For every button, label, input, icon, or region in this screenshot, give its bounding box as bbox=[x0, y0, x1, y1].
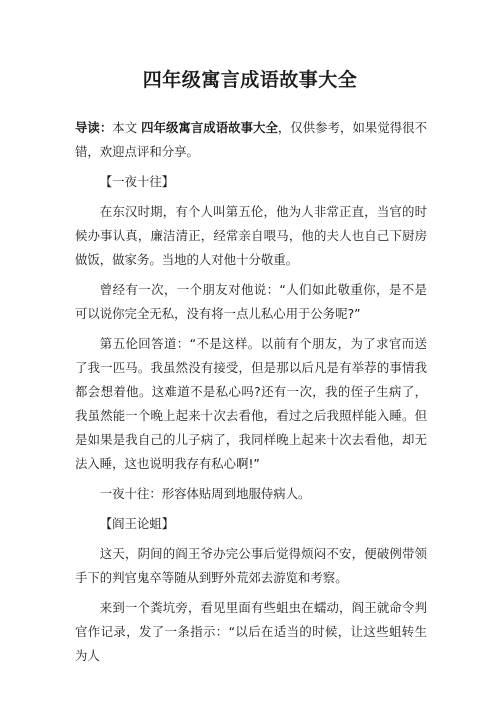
intro-bold-title: 四年级寓言成语故事大全 bbox=[141, 120, 278, 135]
section-heading: 【一夜十往】 bbox=[99, 174, 175, 189]
intro-text-2: ，仅供参考，如果觉得很不错，欢迎点评和分享。 bbox=[75, 120, 427, 159]
story-paragraph: 在东汉时期，有个人叫第五伦，他为人非常正直，当官的时候办事认真，廉洁清正，经常亲自喂马，他的夫人也自己下厨房做饭，做家务。当地的人对他十分敬重。 bbox=[75, 204, 427, 267]
story-paragraph: 来到一个粪坑旁，看见里面有些蛆虫在蠕动，阎王就命令判官作记录，发了一条指示：“以后在适当的时候，让这些蛆转生为人 bbox=[75, 600, 427, 663]
intro-lead-label: 导读： bbox=[75, 120, 113, 135]
intro-paragraph bbox=[75, 116, 427, 164]
intro-text-1: 本文 bbox=[112, 120, 142, 135]
page-title: 四年级寓言成语故事大全 bbox=[142, 69, 358, 91]
document-body bbox=[75, 116, 427, 674]
story-paragraph: 这天，阴间的阎王爷办完公事后觉得烦闷不安，便破例带领手下的判官鬼卒等随从到野外荒郊去游览和考察。 bbox=[75, 546, 427, 585]
story-paragraph: 第五伦回答道：“不是这样。以前有个朋友，为了求官而送了我一匹马。我虽然没有接受，但是那以后凡是有举荐的事情我都会想着他。这难道不是私心吗?还有一次，我的侄子生病了，我虽然能一个晚上起来十次去看他，看过之后我照样能入睡。但是如果是我自己的儿子病了，我同样晚上起来十次去看他，却无法入睡，这也说明我存有私心啊!” bbox=[75, 336, 427, 471]
idiom-definition: 一夜十往：形容体贴周到地服侍病人。 bbox=[99, 486, 311, 501]
story-paragraph: 曾经有一次，一个朋友对他说：“人们如此敬重你，是不是可以说你完全无私，没有将一点儿私心用于公务呢?” bbox=[75, 282, 427, 321]
section-heading: 【阎王论蛆】 bbox=[99, 516, 175, 531]
